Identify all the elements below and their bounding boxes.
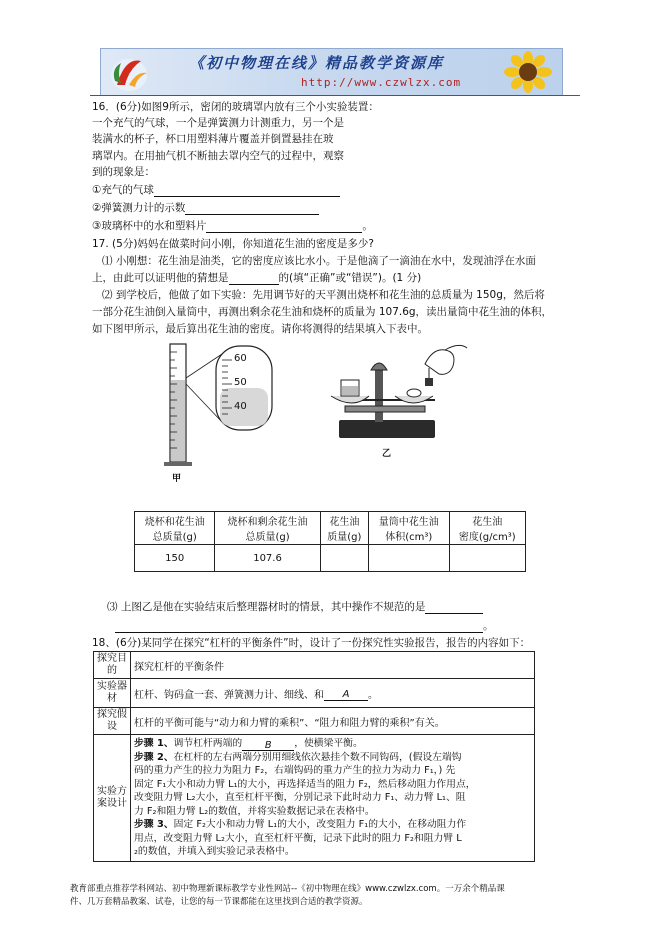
header-rule <box>90 95 580 96</box>
lever-report-table <box>93 651 535 862</box>
graduated-cylinder-figure <box>160 340 290 472</box>
step2-line: 力 F₂和阻力臂 L₂的数值，并将实验数据记录在表格中。 <box>134 805 375 817</box>
cylinder-mark-40: 40 <box>234 401 247 412</box>
q16-line4: 璃罩内。在用抽气机不断抽去罩内空气的过程中，观察 <box>92 150 344 162</box>
cylinder-mark-60: 60 <box>234 353 247 364</box>
footer <box>70 883 590 909</box>
banner-url[interactable]: http://www.czwlzx.com <box>301 76 462 89</box>
table-cell: 150 <box>135 545 215 572</box>
q17-line1: 17. (5分)妈妈在做菜时问小刚，你知道花生油的密度是多少? <box>92 238 374 250</box>
report-blank-a[interactable]: A <box>324 689 368 701</box>
q16-item1 <box>92 183 340 197</box>
density-table <box>134 511 526 572</box>
q16-line5: 到的现象是： <box>92 166 155 178</box>
q16-item2-label: ②弹簧测力计的示数 <box>92 202 186 214</box>
report-row-purpose <box>94 652 535 679</box>
report-head-purpose: 探究目的 <box>94 652 131 679</box>
q16-item1-blank[interactable] <box>154 185 340 197</box>
step2-line: 固定 F₁大小和动力臂 L₁的大小，再选择适当的阻力 F₂，然后移动阻力作用点， <box>134 778 476 790</box>
q16-item2 <box>92 201 319 215</box>
sunflower-icon <box>498 51 558 93</box>
q16-item3-label: ③玻璃杯中的水和塑料片 <box>92 220 207 232</box>
q16-line1: 16．(6分)如图9所示，密闭的玻璃罩内放有三个小实验装置： <box>92 101 379 113</box>
q16-item2-blank[interactable] <box>185 203 319 215</box>
q16-line2: 一个充气的气球，一个是弹簧测力计测重力，另一个是 <box>92 117 344 129</box>
q17-p1b: 上，由此可以证明他的猜想是 <box>92 272 229 284</box>
banner-title: 《初中物理在线》精品教学资源库 <box>189 54 445 72</box>
report-body-equipment: 杠杆、钩码盒一套、弹簧测力计、细线、和 A 。 <box>131 679 535 708</box>
table-cell-input[interactable] <box>369 545 449 572</box>
q17-p2a: ⑵ 到学校后，他做了如下实验：先用调节好的天平测出烧杯和花生油的总质量为 150g，然后将 <box>102 289 545 301</box>
balance-scale-figure <box>325 340 470 450</box>
q17-p3-line2 <box>115 619 494 633</box>
step3: 步骤 3、固定 F₂大小和动力臂 L₁的大小，改变阻力 F₁的大小，在移动阻力作 <box>134 819 467 830</box>
report-body-hypothesis: 杠杆的平衡可能与“动力和力臂的乘积”、“阻力和阻力臂的乘积”有关。 <box>131 708 535 735</box>
q17-guess-blank[interactable] <box>229 273 279 285</box>
q16-item3 <box>92 219 373 233</box>
step2-line: 码的重力产生的拉力为阻力 F₂，右端钩码的重力产生的拉力为动力 F₁，) 先 <box>134 765 456 776</box>
table-header-cell: 烧杯和剩余花生油 总质量(g) <box>215 512 320 545</box>
q17-p3-blank2[interactable] <box>115 621 483 633</box>
density-table-header-row <box>135 512 526 545</box>
q16-item3-blank[interactable] <box>206 221 362 233</box>
table-cell-input[interactable] <box>449 545 525 572</box>
density-table-data-row <box>135 545 526 572</box>
report-body-design <box>131 735 535 862</box>
step1: 步骤 1、调节杠杆两端的 B ，使横梁平衡。 <box>134 738 363 751</box>
q16-end: 。 <box>362 220 373 232</box>
table-header-cell: 烧杯和花生油 总质量(g) <box>135 512 215 545</box>
step3-line: 用点，改变阻力臂 L₂大小，直至杠杆平衡，记录下此时的阻力 F₂和阻力臂 L <box>134 832 462 844</box>
report-row-equipment <box>94 679 535 708</box>
report-body-purpose: 探究杠杆的平衡条件 <box>131 652 535 679</box>
figure-jia-label: 甲 <box>172 474 182 484</box>
step2: 步骤 2、在杠杆的左右两端分别用细线依次悬挂个数不同钩码，(假设左端钩 <box>134 751 462 763</box>
cylinder-mark-50: 50 <box>234 377 247 388</box>
report-head-equipment: 实验器材 <box>94 679 131 708</box>
table-header-cell: 花生油 密度(g/cm³) <box>449 512 525 545</box>
table-header-cell: 量筒中花生油 体积(cm³) <box>369 512 449 545</box>
table-cell: 107.6 <box>215 545 320 572</box>
footer-line1: 教育部重点推荐学科网站、初中物理新课标教学专业性网站--《初中物理在线》www.czwlzx.com。一万余个精品课 <box>70 884 505 894</box>
report-row-hypothesis <box>94 708 535 735</box>
q16-line3: 装满水的杯子，杯口用塑料薄片覆盖并倒置悬挂在玻 <box>92 133 334 145</box>
q17-p2b: 一部分花生油倒入量筒中，再测出剩余花生油和烧杯的质量为 107.6g，读出量筒中花生油的体积， <box>92 306 553 318</box>
report-row-design <box>94 735 535 862</box>
footer-line2: 件、几万套精品教案、试卷，让您的每一节课都能在这里找到合适的教学资源。 <box>70 897 368 907</box>
q17-p3: ⑶ 上图乙是他在实验结束后整理器材时的情景，其中操作不规范的是 <box>107 601 426 613</box>
q16-item1-label: ①充气的气球 <box>92 184 154 196</box>
report-head-design: 实验方案设计 <box>94 735 131 862</box>
q17-p3-end: 。 <box>483 620 494 632</box>
q17-p2c: 如下图甲所示，最后算出花生油的密度。请你将测得的结果填入下表中。 <box>92 323 428 335</box>
table-cell-input[interactable] <box>320 545 368 572</box>
logo-icon <box>107 51 153 93</box>
step2-line: 改变阻力臂 L₂大小，直至杠杆平衡，分别记录下此时动力 F₁、动力臂 L₁、阻 <box>134 792 466 803</box>
q17-p1b-line <box>92 271 421 285</box>
q17-p1a: ⑴ 小刚想：花生油是油类，它的密度应该比水小。于是他滴了一滴油在水中，发现油浮在水面 <box>102 255 536 267</box>
q17-p3-line <box>107 600 483 614</box>
q17-p1c: 的(填“正确”或“错误”)。(1 分) <box>278 272 422 284</box>
q17-p3-blank1[interactable] <box>425 602 483 614</box>
step3-line: ₂的数值，并填入到实验记录表格中。 <box>134 846 295 857</box>
q18-line1: 18、(6分)某同学在探究“杠杆的平衡条件”时，设计了一份探究性实验报告，报告的内容如下： <box>92 637 531 649</box>
table-header-cell: 花生油 质量(g) <box>320 512 368 545</box>
header-banner <box>100 48 563 96</box>
figure-yi-label: 乙 <box>382 449 392 459</box>
report-head-hypothesis: 探究假设 <box>94 708 131 735</box>
report-blank-b[interactable]: B <box>242 739 294 751</box>
